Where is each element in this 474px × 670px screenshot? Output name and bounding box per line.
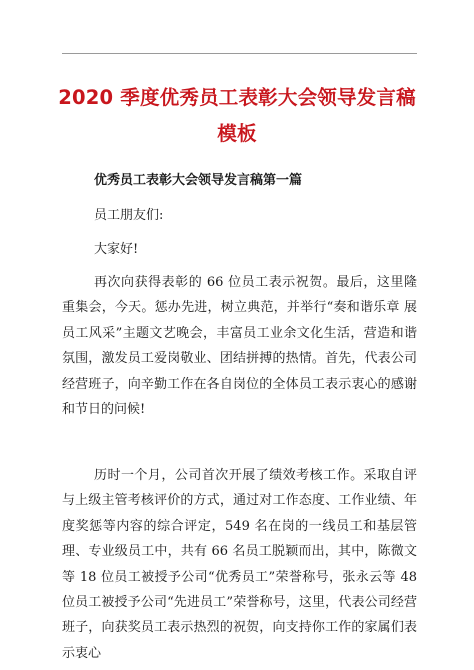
greeting: 大家好! [94,242,139,257]
header-rule [62,53,417,54]
body-paragraph: 历时一个月，公司首次开展了绩效考核工作。采取自评与上级主管考核评价的方式，通过对工作态度、工作业绩、年度奖惩等内容的综合评定，549 名在岗的一线员工和基层管理、专业级员工中，共有 66 名员工脱颖而出，其中，陈微文等 18 位员工被授予公司“优秀员工”荣誉称号，张永云等 48 位员工被授予公司“先进员工”荣誉称号，这里，代表公司经营班子，向获奖员工表示热烈的祝贺，向支持你工作的家属们表示衷心 [62,468,417,661]
body-paragraph: 再次向获得表彰的 66 位员工表示祝贺。最后，这里隆重集会，今天。惩办先进，树立典范，并举行“奏和谐乐章 展员工风采”主题文艺晚会，丰富员工业余文化生活，营造和谐氛围，激发员工爱岗敬业、团结拼搏的热情。首先，代表公司经营班子，向辛勤工作在各自岗位的全体员工表示衷心的感谢和节日的问候! [62,275,417,418]
document-title: 2020 季度优秀员工表彰大会领导发言稿模板 [58,86,416,145]
section-heading: 优秀员工表彰大会领导发言稿第一篇 [94,173,303,188]
salutation: 员工朋友们: [94,208,164,223]
